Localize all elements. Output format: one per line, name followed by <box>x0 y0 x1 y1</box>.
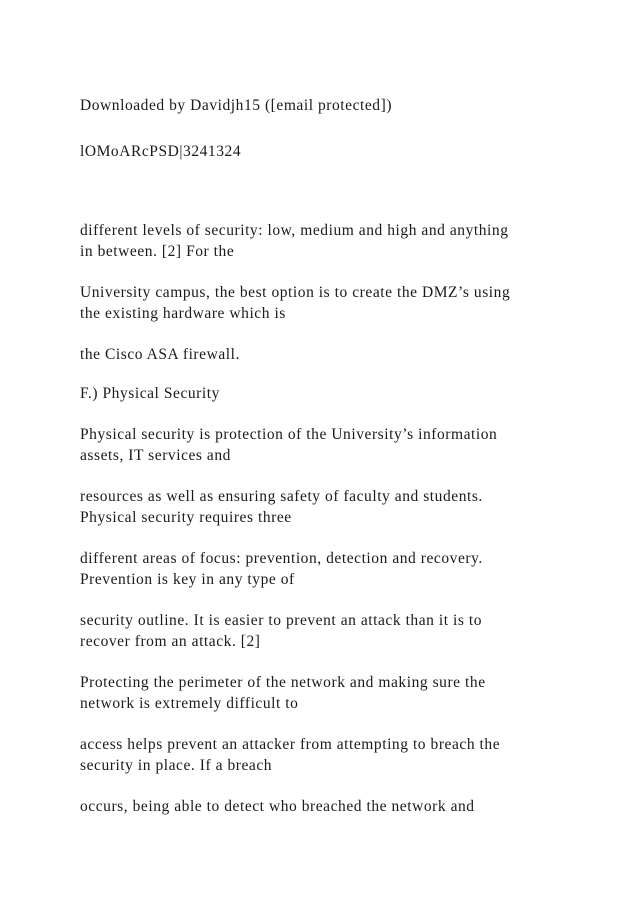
body-line: different levels of security: low, medium and high and anything <box>80 222 509 239</box>
body-line: Prevention is key in any type of <box>80 571 295 588</box>
body-line: University campus, the best option is to create the DMZ’s using <box>80 284 511 301</box>
body-line: Physical security requires three <box>80 509 292 526</box>
section-heading: F.) Physical Security <box>80 385 220 402</box>
document-id: lOMoARcPSD|3241324 <box>80 143 242 160</box>
body-line: resources as well as ensuring safety of faculty and students. <box>80 488 483 505</box>
body-line: assets, IT services and <box>80 447 231 464</box>
body-line: the existing hardware which is <box>80 305 286 322</box>
body-line: network is extremely difficult to <box>80 695 299 712</box>
body-line: security in place. If a breach <box>80 757 273 774</box>
body-line: in between. [2] For the <box>80 243 235 260</box>
body-line: access helps prevent an attacker from attempting to breach the <box>80 736 501 753</box>
body-line: Protecting the perimeter of the network and making sure the <box>80 674 486 691</box>
body-line: the Cisco ASA firewall. <box>80 346 240 363</box>
body-line: security outline. It is easier to prevent an attack than it is to <box>80 612 483 629</box>
body-line: different areas of focus: prevention, detection and recovery. <box>80 550 483 567</box>
body-line: occurs, being able to detect who breached the network and <box>80 798 475 815</box>
download-notice: Downloaded by Davidjh15 ([email protected]) <box>80 97 393 114</box>
body-line: Physical security is protection of the University’s information <box>80 426 498 443</box>
body-line: recover from an attack. [2] <box>80 633 261 650</box>
